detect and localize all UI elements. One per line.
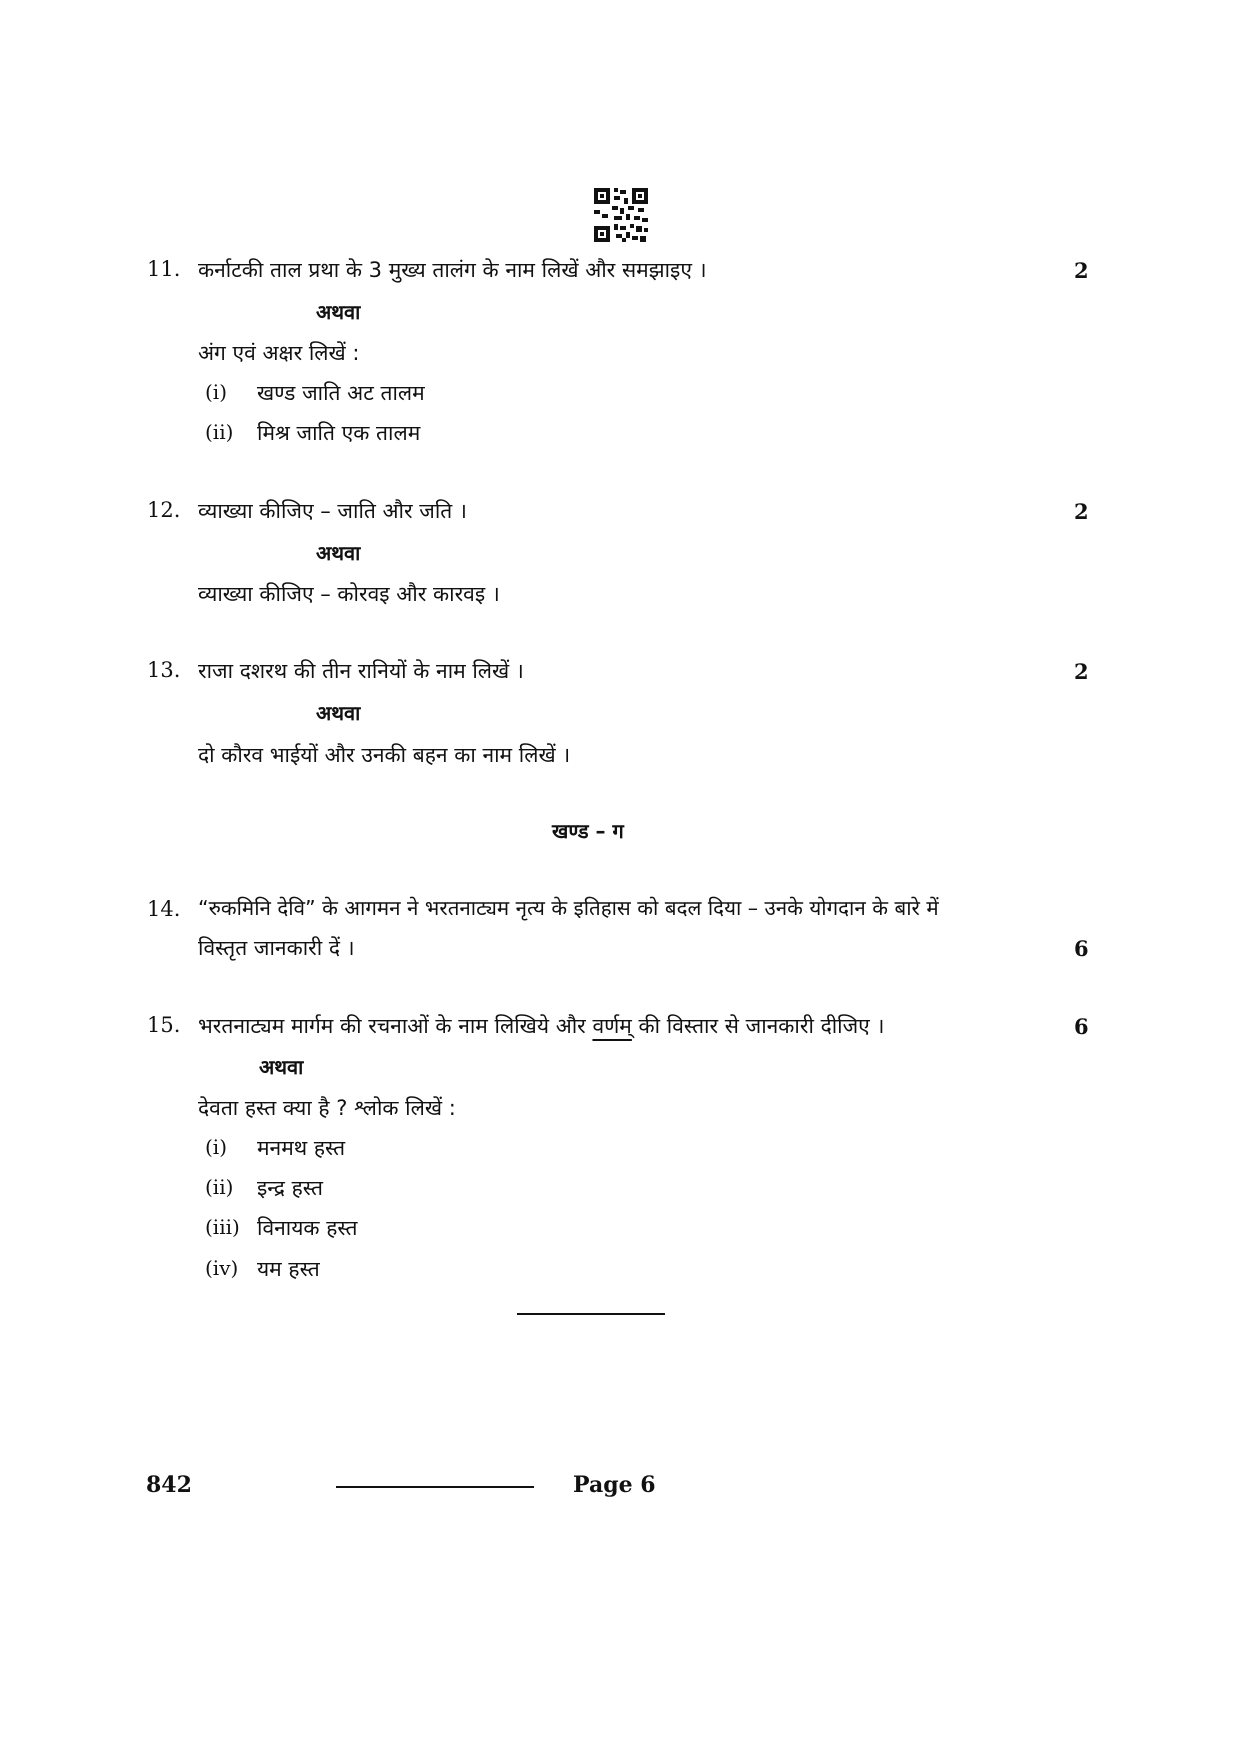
alt-question-text: दो कौरव भाईयों और उनकी बहन का नाम लिखें । (198, 743, 571, 767)
footer-rule (336, 1486, 534, 1488)
question-number: 12. (147, 498, 181, 522)
question-text: व्याख्या कीजिए – जाति और जति । (198, 499, 467, 523)
question-text: “रुकमिनि देवि” के आगमन ने भरतनाट्यम नृत्य के इतिहास को बदल दिया – उनके योगदान के बारे में (198, 896, 939, 920)
sub-item-number: (iv) (205, 1256, 239, 1280)
sub-item-text: मनमथ हस्त (257, 1136, 346, 1160)
sub-item-text: यम हस्त (257, 1257, 320, 1281)
underlined-term: वर्णम् (592, 1014, 632, 1038)
sub-item-number: (ii) (205, 420, 234, 444)
paper-code: 842 (146, 1472, 192, 1498)
question-number: 15. (147, 1013, 181, 1037)
sub-item-text: विनायक हस्त (257, 1216, 358, 1240)
or-label: अथवा (316, 300, 361, 324)
sub-item-number: (ii) (205, 1175, 234, 1199)
alt-question-text: व्याख्या कीजिए – कोरवइ और कारवइ । (198, 582, 500, 606)
question-marks: 6 (1074, 1014, 1089, 1039)
end-of-section-rule (517, 1313, 665, 1315)
question-number: 11. (147, 257, 181, 281)
page-number: Page 6 (573, 1472, 656, 1498)
sub-item-number: (i) (205, 1135, 228, 1159)
or-label: अथवा (316, 541, 361, 565)
question-number: 13. (147, 658, 181, 682)
question-number: 14. (147, 897, 181, 921)
section-heading: खण्ड – ग (552, 819, 624, 843)
or-label: अथवा (259, 1055, 304, 1079)
alt-question-text: अंग एवं अक्षर लिखें : (198, 341, 360, 365)
question-text-part: भरतनाट्यम मार्गम की रचनाओं के नाम लिखिये और (198, 1014, 593, 1038)
qr-code-icon (594, 188, 648, 242)
alt-question-text: देवता हस्त क्या है ? श्लोक लिखें : (198, 1096, 456, 1120)
question-text (198, 1012, 884, 1040)
question-marks: 2 (1074, 659, 1089, 684)
sub-item-text: मिश्र जाति एक तालम (257, 421, 421, 445)
question-marks: 2 (1074, 258, 1089, 283)
question-text: राजा दशरथ की तीन रानियों के नाम लिखें । (198, 659, 524, 683)
question-marks: 2 (1074, 499, 1089, 524)
sub-item-text: खण्ड जाति अट तालम (257, 381, 425, 405)
question-text-continued: विस्तृत जानकारी दें । (198, 936, 355, 960)
question-text-part: की विस्तार से जानकारी दीजिए । (631, 1014, 885, 1038)
sub-item-text: इन्द्र हस्त (257, 1176, 323, 1200)
question-text: कर्नाटकी ताल प्रथा के 3 मुख्य तालंग के नाम लिखें और समझाइए । (198, 258, 707, 282)
sub-item-number: (iii) (205, 1215, 240, 1239)
question-marks: 6 (1074, 936, 1089, 961)
sub-item-number: (i) (205, 380, 228, 404)
or-label: अथवा (316, 701, 361, 725)
